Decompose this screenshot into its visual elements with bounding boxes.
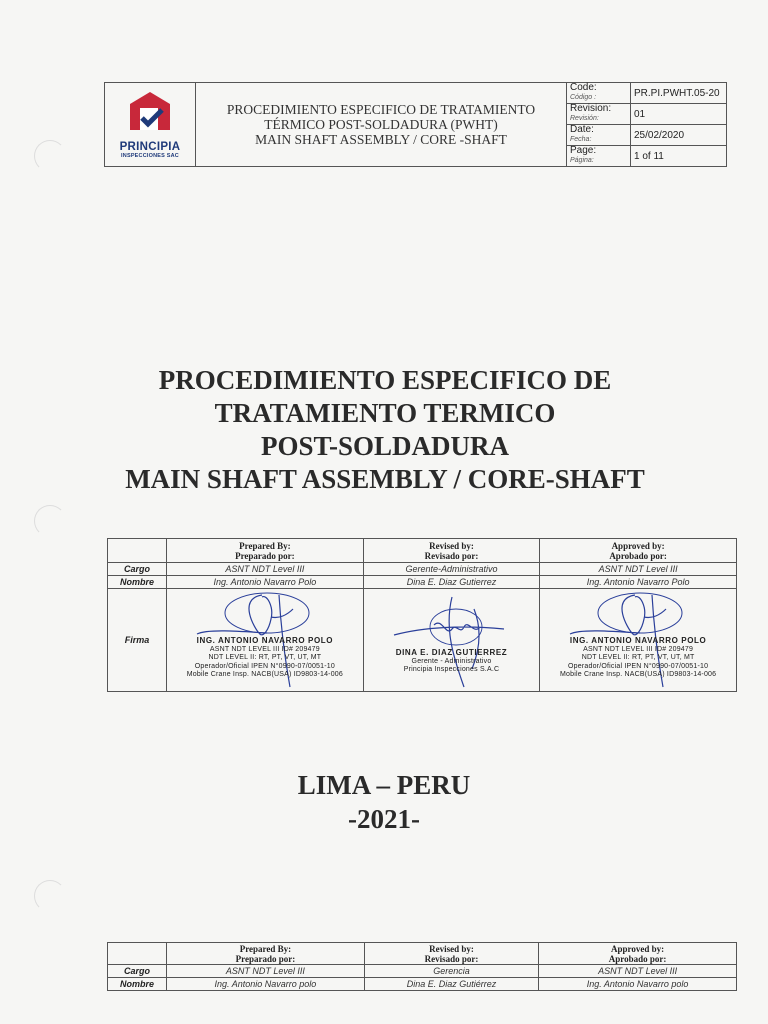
cargo-revised: Gerencia [364,965,538,978]
nombre-label: Nombre [108,978,167,991]
nombre-prepared: Ing. Antonio Navarro polo [167,978,365,991]
date-label: Date: Fecha: [567,125,631,146]
principia-logo-icon [126,90,174,134]
empty-cell [108,943,167,965]
nombre-revised: Dina E. Diaz Gutierrez [363,576,539,589]
cargo-label: Cargo [108,965,167,978]
stamp-revised: DINA E. DIAZ GUTIERREZ Gerente - Administrativo Principia Inspecciones S.A.C [395,648,508,673]
location-year: -2021- [348,804,420,834]
title-line: MAIN SHAFT ASSEMBLY / CORE-SHAFT [125,464,645,494]
punch-hole-mark [34,880,66,912]
page-value: 1 of 11 [631,146,727,167]
cargo-prepared: ASNT NDT Level III [167,965,365,978]
location-city: LIMA – PERU [297,770,471,800]
handwritten-signature-icon [364,589,549,691]
page-label: Page: Página: [567,146,631,167]
code-label: Code: Código : [567,83,631,104]
header-title-line: MAIN SHAFT ASSEMBLY / CORE -SHAFT [255,132,507,147]
document-header [104,82,727,167]
footer-table [107,942,737,991]
signature-revised [363,589,539,692]
revision-label: Revision: Revisión: [567,104,631,125]
title-line: PROCEDIMIENTO ESPECIFICO DE [158,365,612,395]
nombre-approved: Ing. Antonio Navarro polo [539,978,737,991]
cargo-approved: ASNT NDT Level III [539,965,737,978]
signature-prepared [167,589,364,692]
code-value: PR.PI.PWHT.05-20 [631,83,727,104]
brand-name: PRINCIPIA [119,141,181,153]
signature-approved [540,589,737,692]
firma-label: Firma [108,589,167,692]
nombre-revised: Dina E. Diaz Gutiérrez [364,978,538,991]
header-title-line: PROCEDIMIENTO ESPECIFICO DE TRATAMIENTO [226,102,536,117]
brand-subtitle: INSPECCIONES SAC [121,153,179,159]
stamp-prepared: ING. ANTONIO NAVARRO POLO ASNT NDT LEVEL III ID# 209479 NDT LEVEL II: RT, PT, VT, UT, MT Operador/Oficial IPEN N°0990-07/0051-10 Mobile Crane Insp. NACB(USA) ID9803-14-006 [186,636,343,678]
header-title-line: TÉRMICO POST-SOLDADURA (PWHT) [264,117,498,132]
revision-value: 01 [631,104,727,125]
nombre-label: Nombre [108,576,167,589]
date-value: 25/02/2020 [631,125,727,146]
punch-hole-mark [34,140,66,172]
title-line: TRATAMIENTO TERMICO [214,398,556,428]
revised-by-header: Revised by: Revisado por: [363,539,539,563]
cargo-approved: ASNT NDT Level III [540,563,737,576]
revised-by-header: Revised by: Revisado por: [364,943,538,965]
signature-table [107,538,737,692]
cargo-prepared: ASNT NDT Level III [167,563,364,576]
location-block [0,768,768,836]
prepared-by-header: Prepared By: Preparado por: [167,539,364,563]
prepared-by-header: Prepared By: Preparado por: [167,943,365,965]
document-title [60,364,710,496]
nombre-prepared: Ing. Antonio Navarro Polo [167,576,364,589]
cargo-label: Cargo [108,563,167,576]
company-logo [105,83,196,167]
approved-by-header: Approved by: Aprobado por: [539,943,737,965]
empty-cell [108,539,167,563]
header-title [196,83,567,167]
stamp-approved: ING. ANTONIO NAVARRO POLO ASNT NDT LEVEL III ID# 209479 NDT LEVEL II: RT, PT, VT, UT, MT Operador/Oficial IPEN N°0990-07/0051-10 Mobile Crane Insp. NACB(USA) ID9803-14-006 [559,636,717,678]
title-line: POST-SOLDADURA [260,431,510,461]
punch-hole-mark [34,505,66,537]
nombre-approved: Ing. Antonio Navarro Polo [540,576,737,589]
approved-by-header: Approved by: Aprobado por: [540,539,737,563]
cargo-revised: Gerente-Administrativo [363,563,539,576]
